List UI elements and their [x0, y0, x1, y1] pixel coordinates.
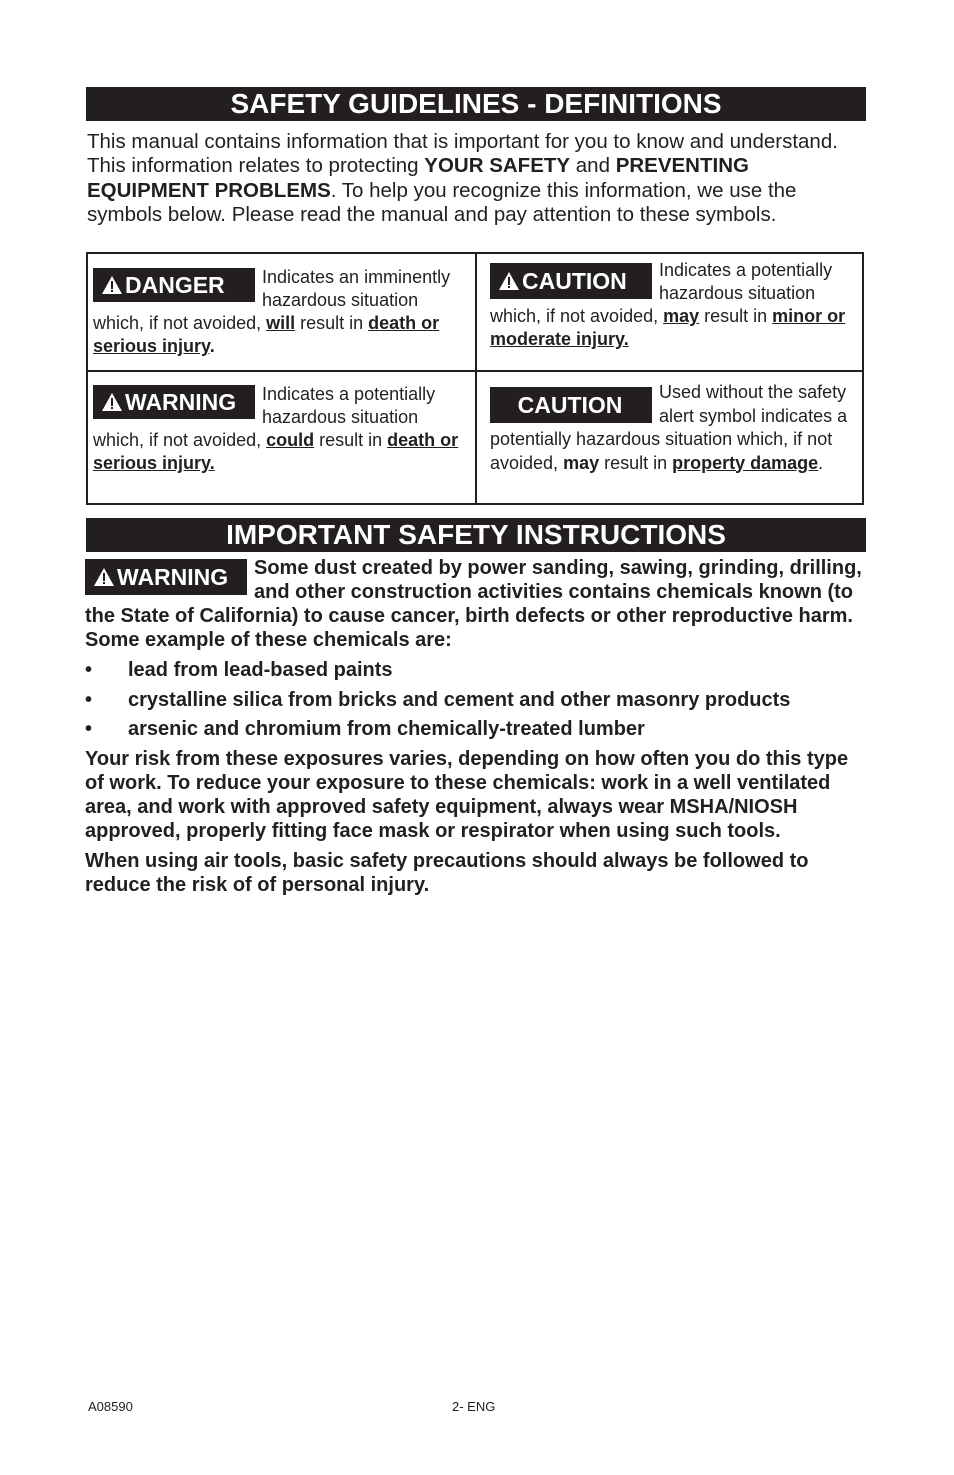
warning-emphasis-could: could	[266, 430, 315, 450]
document-code: A08590	[88, 1399, 133, 1414]
danger-text-2: result in	[295, 313, 369, 333]
caution-emphasis-minor: minor or moderate injury.	[490, 306, 846, 349]
definition-caution-plain	[490, 381, 860, 475]
alert-triangle-icon	[101, 275, 123, 295]
warning-block	[85, 556, 865, 897]
caution-plain-text-3: .	[818, 452, 824, 473]
list-item	[85, 658, 865, 682]
warning-badge	[93, 385, 255, 419]
warning-block-label: WARNING	[117, 564, 229, 590]
caution-plain-text-2: result in	[599, 452, 673, 473]
bullet: •	[85, 688, 93, 711]
caution-symbol-text-1: Indicates a potentially hazardous situation which, if not avoided,	[490, 260, 833, 326]
warning-block-badge	[85, 559, 247, 595]
caution-plain-emphasis-may: may	[563, 452, 600, 473]
danger-emphasis-will: will	[266, 313, 296, 333]
danger-label: DANGER	[125, 272, 225, 298]
bullet: •	[85, 659, 93, 681]
caution-plain-emphasis-property: property damage	[672, 452, 819, 473]
list-item	[85, 688, 865, 712]
alert-triangle-icon	[498, 271, 520, 291]
list-item-text: lead from lead-based paints	[128, 659, 393, 681]
warning-emphasis-death: death or serious injury.	[93, 430, 459, 473]
intro-text-2: and	[570, 154, 616, 178]
warning-label: WARNING	[125, 389, 237, 415]
caution-plain-label: CAUTION	[517, 392, 623, 418]
caution-plain-badge	[490, 387, 652, 423]
definition-caution-symbol	[490, 259, 858, 351]
bullet: •	[85, 718, 93, 740]
warning-text-1: Indicates a potentially hazardous situation which, if not avoided,	[93, 384, 436, 450]
definitions-table	[86, 252, 864, 505]
intro-paragraph	[87, 130, 847, 227]
danger-text-1: Indicates an imminently hazardous situation which, if not avoided,	[93, 267, 451, 333]
danger-text-3: .	[209, 336, 215, 356]
caution-emphasis-may: may	[663, 306, 700, 326]
alert-triangle-icon	[101, 392, 123, 412]
section-header-safety-guidelines: SAFETY GUIDELINES - DEFINITIONS	[86, 87, 866, 121]
intro-emphasis-equipment: PREVENTING EQUIPMENT PROBLEMS	[87, 154, 749, 202]
table-divider-horizontal	[88, 370, 862, 372]
alert-triangle-icon	[93, 567, 115, 587]
warning-block-intro: Some dust created by power sanding, sawing, grinding, drilling, and other construction activities contains chemicals known (to the State of California) to cause cancer, birth defects or other reproductive harm. Some example of these chemicals are:	[85, 557, 862, 651]
list-item-text: crystalline silica from bricks and cement and other masonry products	[128, 688, 791, 711]
danger-emphasis-death: death or serious injury	[93, 313, 440, 356]
exposure-paragraph: Your risk from these exposures varies, depending on how often you do this type of work. To reduce your exposure to these chemicals: work in a well ventilated area, and work with approved safety equipment, always wear MSHA/NIOSH approved, properly fitting face mask or respirator when using such tools.	[85, 747, 849, 842]
definition-danger	[93, 266, 465, 358]
warning-text-2: result in	[314, 430, 388, 450]
list-item-text: arsenic and chromium from chemically-treated lumber	[128, 718, 645, 740]
list-item	[85, 717, 865, 741]
chemicals-list	[85, 658, 865, 741]
danger-badge	[93, 268, 255, 302]
page-number: 2- ENG	[452, 1399, 496, 1414]
caution-symbol-text-2: result in	[699, 306, 773, 326]
intro-text-3: . To help you recognize this information, we use the symbols below. Please read the manual and pay attention to these symbols.	[87, 178, 797, 226]
definition-warning	[93, 383, 465, 475]
table-divider-vertical	[475, 254, 477, 503]
caution-symbol-label: CAUTION	[522, 268, 627, 294]
intro-emphasis-your-safety: YOUR SAFETY	[424, 154, 571, 178]
caution-symbol-badge	[490, 263, 652, 299]
caution-plain-text-1: Used without the safety alert symbol indicates a potentially hazardous situation which, if not avoided,	[490, 382, 848, 473]
intro-text-1: This manual contains information that is important for you to know and understand. This information relates to protecting	[87, 130, 838, 178]
precautions-paragraph: When using air tools, basic safety precautions should always be followed to reduce the risk of of personal injury.	[85, 849, 809, 896]
section-header-important-safety: IMPORTANT SAFETY INSTRUCTIONS	[86, 518, 866, 552]
